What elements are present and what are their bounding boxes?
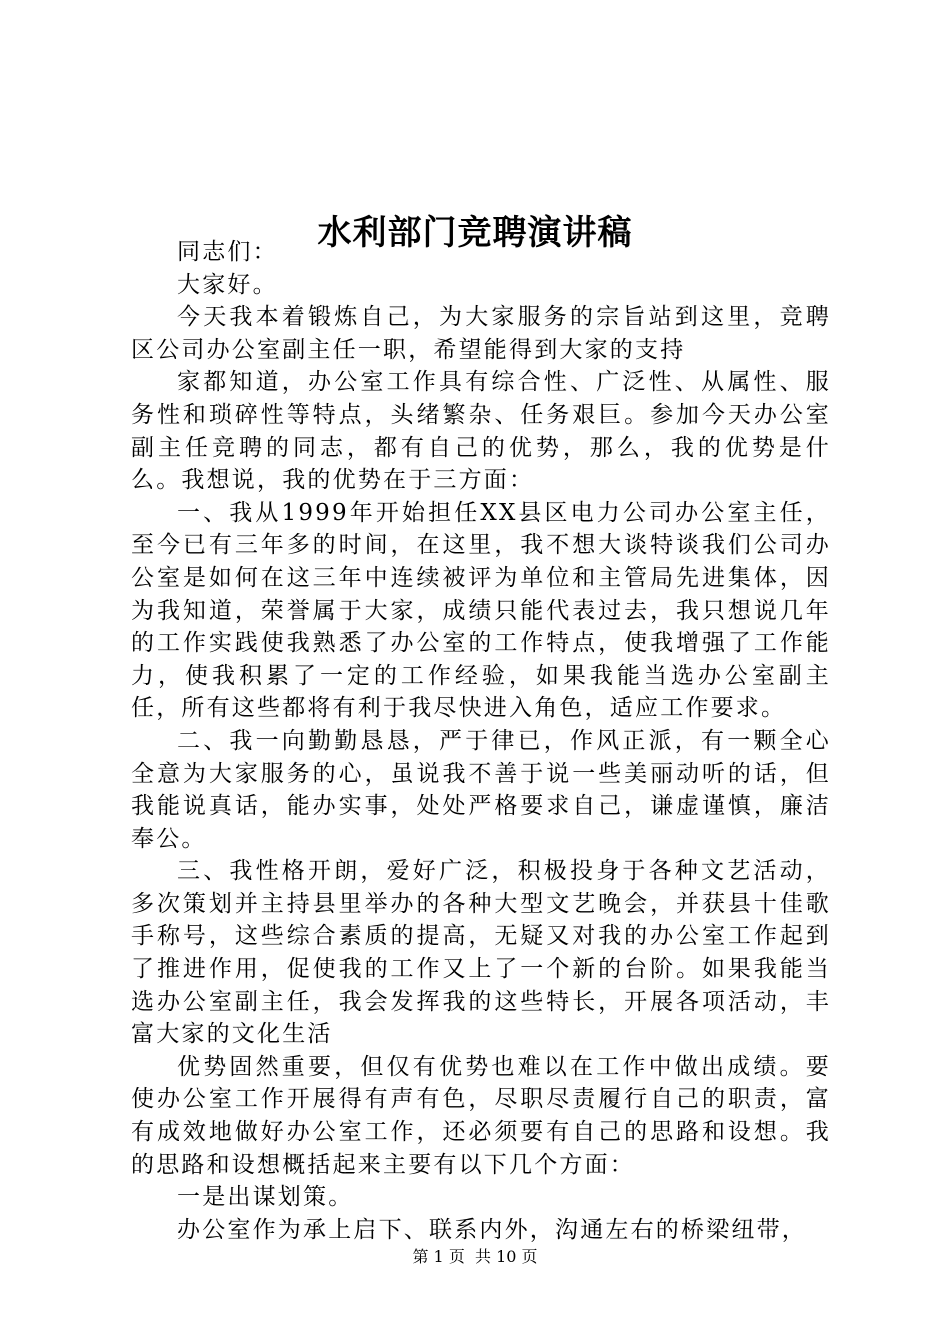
body-paragraph: 家都知道，办公室工作具有综合性、广泛性、从属性、服务性和琐碎性等特点，头绪繁杂、任务艰巨。参加今天办公室副主任竞聘的同志，都有自己的优势，那么，我的优势是什么。我想说，我的优势在于三方面： [131, 369, 831, 494]
greeting-paragraph: 大家好。 [177, 271, 278, 298]
body-paragraph: 一、我从1999年开始担任XX县区电力公司办公室主任，至今已有三年多的时间，在这里，我不想大谈特谈我们公司办公室是如何在这三年中连续被评为单位和主管局先进集体，因为我知道，荣誉属于大家，成绩只能代表过去，我只想说几年的工作实践使我熟悉了办公室的工作特点，使我增强了工作能力，使我积累了一定的工作经验，如果我能当选办公室副主任，所有这些都将有利于我尽快进入角色，适应工作要求。 [131, 499, 831, 722]
salutation-paragraph: 同志们： [177, 239, 278, 265]
body-paragraph: 办公室作为承上启下、联系内外，沟通左右的桥梁纽带， [177, 1216, 807, 1243]
document-title: 水利部门竞聘演讲稿 [317, 212, 633, 253]
body-paragraph: 今天我本着锻炼自己，为大家服务的宗旨站到这里，竞聘区公司办公室副主任一职，希望能得到大家的支持 [131, 304, 831, 363]
page-number: 第 1 页 共 10 页 [412, 1247, 538, 1266]
body-paragraph: 二、我一向勤勤恳恳，严于律已，作风正派，有一颗全心全意为大家服务的心，虽说我不善于说一些美丽动听的话，但我能说真话，能办实事，处处严格要求自己，谦虚谨慎，廉洁奉公。 [131, 727, 831, 852]
page-footer [0, 1245, 950, 1269]
body-paragraph: 一是出谋划策。 [177, 1184, 354, 1211]
body-paragraph: 三、我性格开朗，爱好广泛，积极投身于各种文艺活动，多次策划并主持县里举办的各种大型文艺晚会，并获县十佳歌手称号，这些综合素质的提高，无疑又对我的办公室工作起到了推进作用，促使我的工作又上了一个新的台阶。如果我能当选办公室副主任，我会发挥我的这些特长，开展各项活动，丰富大家的文化生活 [131, 858, 831, 1048]
document-body [131, 236, 831, 1246]
body-paragraph: 优势固然重要，但仅有优势也难以在工作中做出成绩。要使办公室工作开展得有声有色，尽职尽责履行自己的职责，富有成效地做好办公室工作，还必须要有自己的思路和设想。我的思路和设想概括起来主要有以下几个方面： [131, 1053, 831, 1178]
